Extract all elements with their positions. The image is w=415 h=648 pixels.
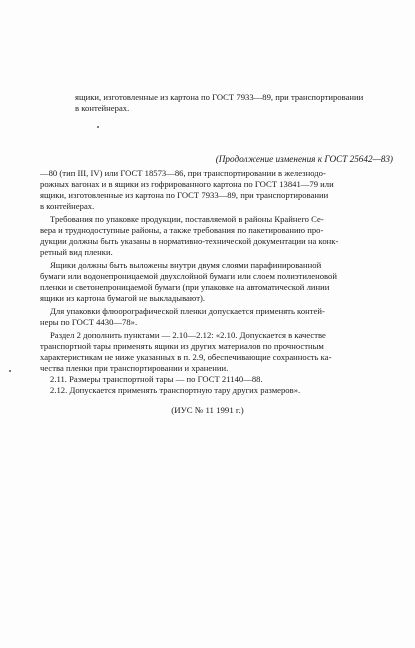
scan-speck bbox=[97, 126, 99, 128]
body-line-11: пленки и светонепроницаемой бумаги (при упаковке на автоматической линии bbox=[40, 282, 330, 292]
body-line-15: Раздел 2 дополнить пунктами — 2.10—2.12: «2.10. Допускается в качестве bbox=[50, 330, 326, 340]
body-line-12: ящики из картона бумагой не выкладывают). bbox=[40, 293, 206, 303]
body-line-14: неры по ГОСТ 4430—78». bbox=[40, 317, 138, 327]
body-line-4: в контейнерах. bbox=[40, 201, 95, 211]
body-line-7: дукции должны быть указаны в нормативно-технической документации на конк- bbox=[40, 236, 339, 246]
body-line-6: вера и труднодоступные районы, а также требования по пакетированию про- bbox=[40, 225, 324, 235]
body-line-10: бумаги или водонепроницаемой двухслойной бумаги или слоем полиэтиленовой bbox=[40, 271, 337, 281]
body-line-8: ретный вид пленки. bbox=[40, 247, 113, 257]
body-line-3: ящики, изготовленные из картона по ГОСТ 7933—89, при транспортировании bbox=[40, 190, 329, 200]
body-line-5: Требования по упаковке продукции, поставляемой в районы Крайнего Се- bbox=[50, 214, 324, 224]
footer-note: (ИУС № 11 1991 г.) bbox=[171, 405, 244, 415]
body-line-17: характеристикам не ниже указанных в п. 2.9, обеспечивающие сохранность ка- bbox=[40, 352, 332, 362]
top-paragraph-line-1: ящики, изготовленные из картона по ГОСТ 7933—89, при транспортировании bbox=[75, 92, 364, 102]
body-line-18: чества пленки при транспортировании и хранении. bbox=[40, 363, 229, 373]
body-line-19: 2.11. Размеры транспортной тары — по ГОСТ 21140—88. bbox=[50, 374, 263, 384]
body-line-20: 2.12. Допускается применять транспортную тару других размеров». bbox=[50, 385, 301, 395]
scan-speck-left bbox=[9, 370, 11, 372]
body-line-1: —80 (тип III, IV) или ГОСТ 18573—86, при транспортировании в железнодо- bbox=[40, 168, 326, 178]
top-paragraph-line-2: в контейнерах. bbox=[75, 103, 130, 113]
body-line-16: транспортной тары применять ящики из других материалов по прочностным bbox=[40, 341, 324, 351]
body-line-9: Ящики должны быть выложены внутри двумя слоями парафинированной bbox=[50, 260, 322, 270]
body-line-13: Для упаковки флюорографической пленки допускается применять контей- bbox=[50, 306, 325, 316]
continuation-heading: (Продолжение изменения к ГОСТ 25642—83) bbox=[215, 154, 393, 164]
body-line-2: рожных вагонах и в ящики из гофрированного картона по ГОСТ 13841—79 или bbox=[40, 179, 334, 189]
